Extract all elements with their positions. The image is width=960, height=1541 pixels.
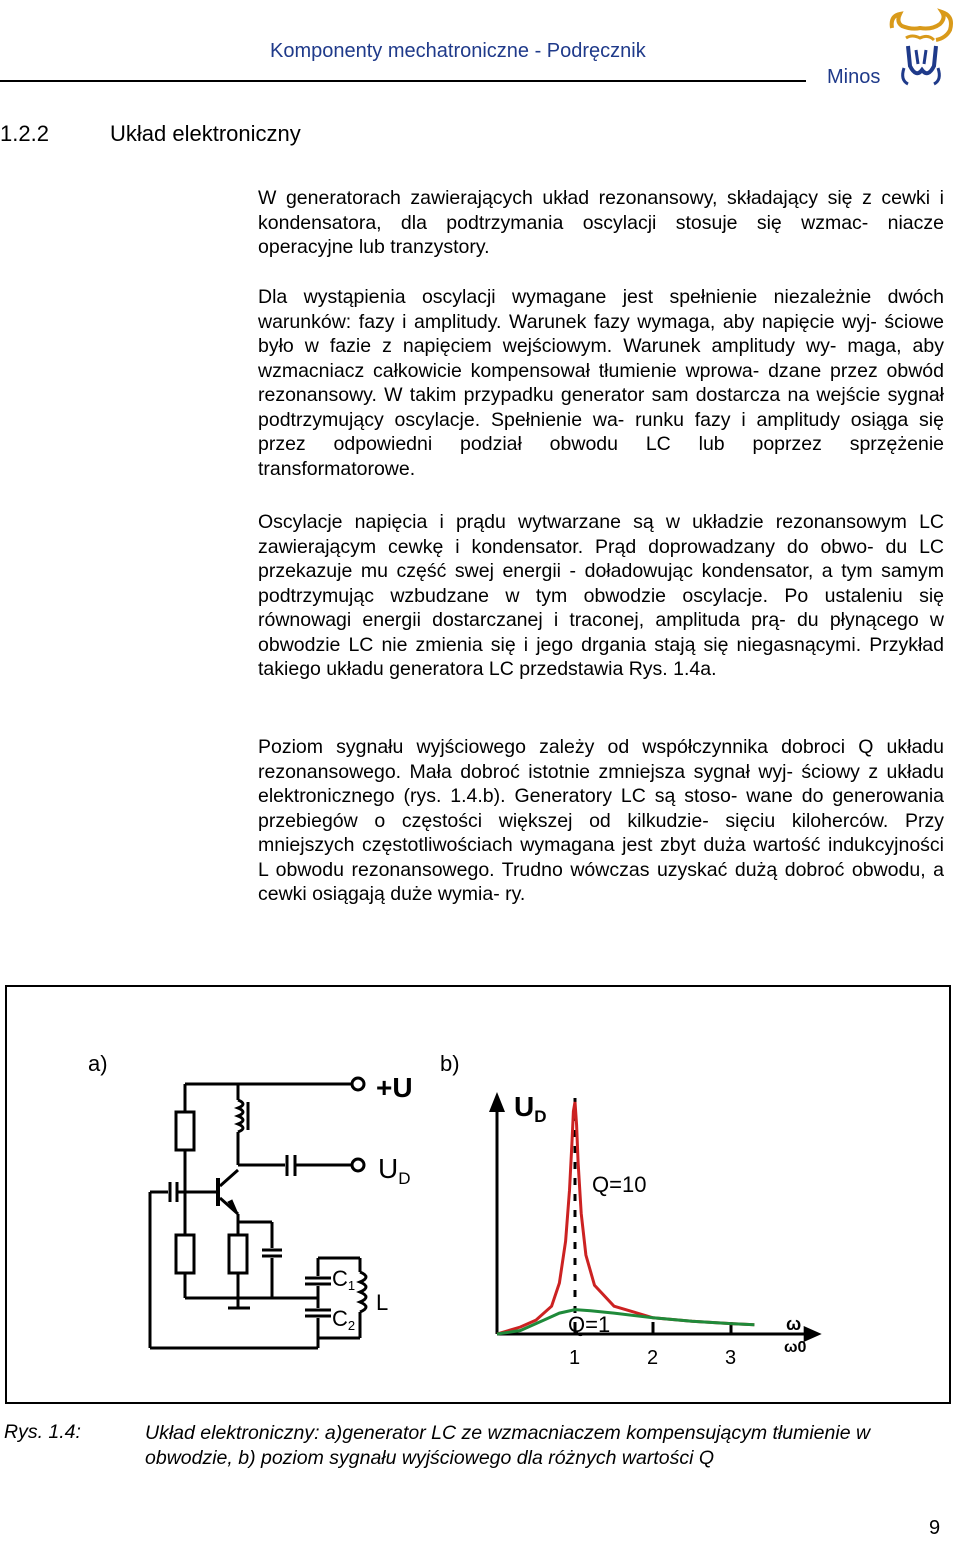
inductor-label: L <box>376 1290 389 1315</box>
collector-inductor <box>238 1100 243 1132</box>
c2-label-sub: 2 <box>347 1318 356 1333</box>
paragraph-4: Poziom sygnału wyjściowego zależy od współczynnika dobroci Q układu rezonansowego. Mała dobroć istotnie zmniejsza sygnał wyj- ściowy z układu elektronicznego (rys. 1.4.b). Generatory LC są stoso- wane do generowania przebiegów o częstości większej od kilkudzie- sięciu kiloherców. Przy mniejszych częstotliwościach wymagana jest zbyt duża wartość indukcyjności L obwodu rezonansowego. Trudno wówczas uzyskać dużą dobroć obwodu, a cewki osiągają duże wymia- ry. <box>258 736 944 905</box>
x-tick-label: 2 <box>647 1347 659 1369</box>
caption-text: Układ elektroniczny: a)generator LC ze wzmacniaczem kompensującym tłumienie w obwodzie, b) poziom sygnału wyjściowego dla różnych wartości Q <box>145 1422 871 1469</box>
output-label <box>378 1153 411 1188</box>
resistor-r1 <box>176 1112 194 1150</box>
x-tick-label: 3 <box>725 1347 737 1369</box>
output-label-sub: D <box>398 1169 411 1188</box>
panel-b-label: b) <box>440 1051 460 1076</box>
series-label: Q=1 <box>568 1312 611 1337</box>
c2-label <box>332 1306 355 1333</box>
x-axis-label-numerator: ω <box>786 1314 802 1334</box>
page-number: 9 <box>929 1517 941 1539</box>
header-publisher: Minos <box>827 66 881 88</box>
y-axis-label <box>514 1091 547 1126</box>
resonance-chart <box>489 1091 822 1369</box>
panel-a-label: a) <box>88 1051 108 1076</box>
y-axis-label-main: U <box>514 1091 535 1122</box>
resistor-r2 <box>176 1235 194 1273</box>
c1-label-sub: 1 <box>347 1278 356 1293</box>
output-terminal <box>352 1159 364 1171</box>
y-axis-label-sub: D <box>534 1107 547 1126</box>
header-title: Komponenty mechatroniczne - Podręcznik <box>270 40 646 62</box>
section-title: Układ elektroniczny <box>110 121 301 146</box>
section-number: 1.2.2 <box>0 121 49 146</box>
tank-inductor <box>360 1272 366 1312</box>
c2-label-main: C <box>332 1306 348 1331</box>
resistor-re <box>229 1235 247 1273</box>
supply-terminal <box>352 1078 364 1090</box>
series-label: Q=10 <box>592 1172 647 1197</box>
c1-label <box>332 1266 355 1293</box>
series-line <box>497 1102 754 1334</box>
x-tick-label: 1 <box>569 1347 581 1369</box>
paragraph-1: W generatorach zawierających układ rezonansowy, składający się z cewki i kondensatora, dla podtrzymania oscylacji stosuje się wzmac- niacze operacyjne lub tranzystory. <box>258 187 944 258</box>
output-label-main: U <box>378 1153 399 1184</box>
c1-label-main: C <box>332 1266 348 1291</box>
y-axis-arrow <box>489 1092 505 1112</box>
caption-label: Rys. 1.4: <box>4 1421 81 1443</box>
supply-label: +U <box>376 1072 413 1103</box>
x-axis-label-denominator: ω0 <box>784 1339 807 1356</box>
paragraph-2: Dla wystąpienia oscylacji wymagane jest spełnienie niezależnie dwóch warunków: fazy i amplitudy. Warunek fazy wymaga, aby napięcie wyj- ściowe było w fazie z napięciem wejściowym. Warunek amplitudy wy- maga, aby wzmacniacz całkowicie kompensował tłumienie wprowa- dzane przez obwód rezonansowy. W takim przypadku generator sam dostarcza na wejście sygnał podtrzymujący oscylacje. Spełnienie wa- runku fazy i amplitudy osiąga się przez odpowiedni podział obwodu LC lub poprzez sprzężenie transformatorowe. <box>258 286 944 480</box>
paragraph-3: Oscylacje napięcia i prądu wytwarzane są w układzie rezonansowym LC zawierającym cewkę i kondensator. Prąd doprowadzany do obwo- du LC przekazuje mu część swej energii - doładowując kondensator, a tym samym podtrzymując wzbudzane w tym obwodzie oscylacje. Po ustaleniu się równowagi energii dostarczanej i traconej, amplituda prą- du płynącego w obwodzie LC nie zmienia się i jego drgania stają się niegasnącymi. Przykład takiego układu generatora LC przedstawia Rys. 1.4a. <box>258 511 944 680</box>
